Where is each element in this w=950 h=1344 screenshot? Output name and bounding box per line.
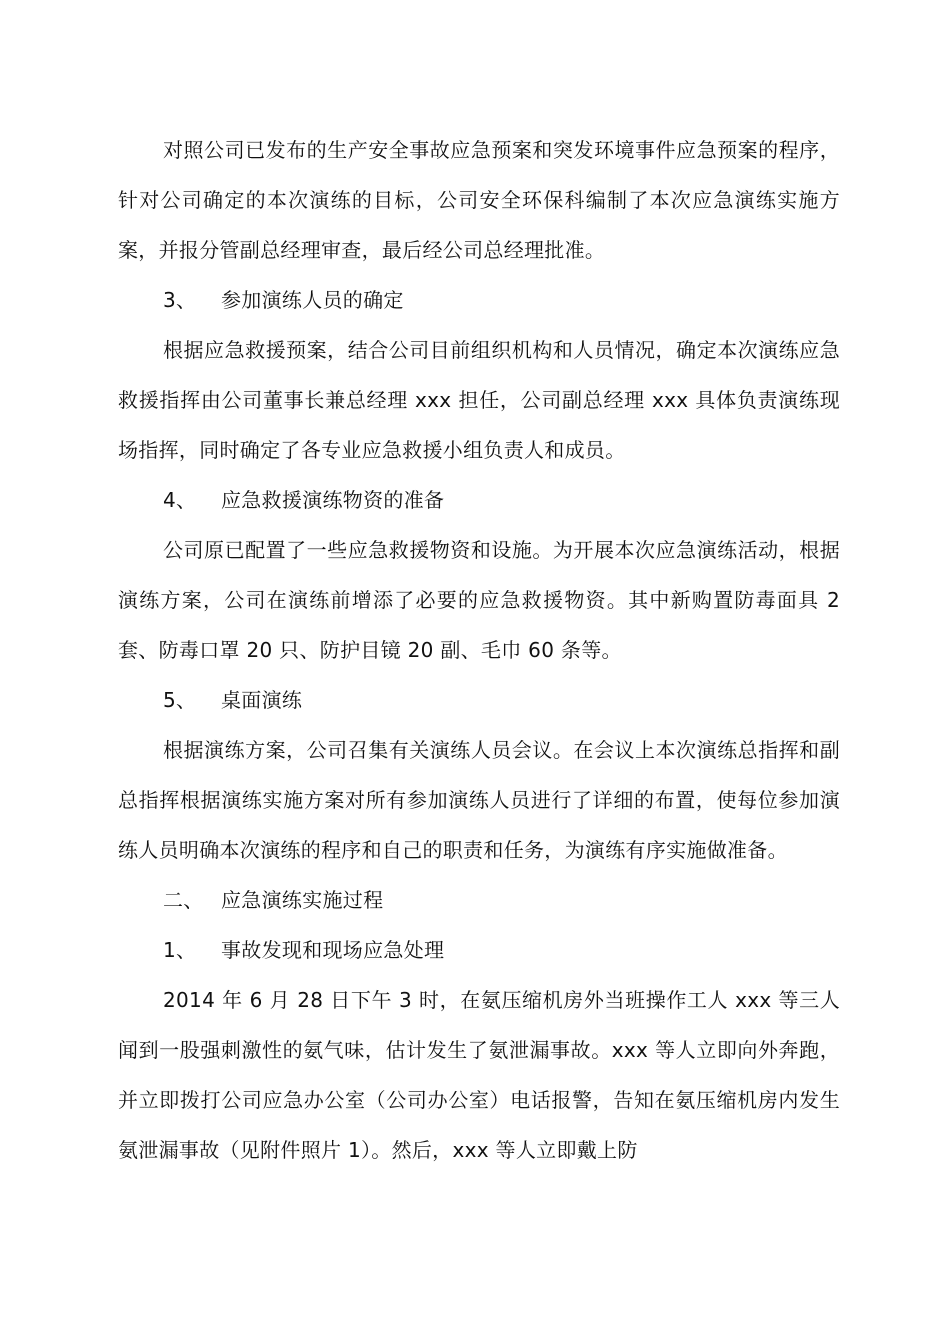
section-number: 3、: [163, 288, 197, 312]
section-title: 桌面演练: [221, 688, 303, 712]
section-title: 事故发现和现场应急处理: [221, 938, 445, 962]
paragraph-personnel: 根据应急救援预案，结合公司目前组织机构和人员情况，确定本次演练应急救援指挥由公司董事长兼总经理 xxx 担任，公司副总经理 xxx 具体负责演练现场指挥，同时确定了各专业应急救援小组负责人和成员。: [118, 338, 840, 462]
section-number: 二、: [163, 888, 204, 912]
section-title: 应急演练实施过程: [221, 888, 384, 912]
section-number: 4、: [163, 488, 197, 512]
paragraph-supplies: 公司原已配置了一些应急救援物资和设施。为开展本次应急演练活动，根据演练方案，公司在演练前增添了必要的应急救援物资。其中新购置防毒面具 2 套、防毒口罩 20 只、防护目镜 20 副、毛巾 60 条等。: [118, 538, 840, 662]
section-title: 参加演练人员的确定: [221, 288, 404, 312]
section-heading-3: [118, 275, 840, 325]
section-title: 应急救援演练物资的准备: [221, 488, 445, 512]
section-heading-4: [118, 475, 840, 525]
paragraph-plan-approval: 对照公司已发布的生产安全事故应急预案和突发环境事件应急预案的程序，针对公司确定的本次演练的目标，公司安全环保科编制了本次应急演练实施方案，并报分管副总经理审查，最后经公司总经理批准。: [118, 138, 840, 262]
section-heading-two: [118, 875, 840, 925]
paragraph-tabletop-drill: 根据演练方案，公司召集有关演练人员会议。在会议上本次演练总指挥和副总指挥根据演练实施方案对所有参加演练人员进行了详细的布置，使每位参加演练人员明确本次演练的程序和自己的职责和任务，为演练有序实施做准备。: [118, 738, 840, 862]
section-heading-1: [118, 925, 840, 975]
paragraph-incident: 2014 年 6 月 28 日下午 3 时，在氨压缩机房外当班操作工人 xxx 等三人闻到一股强刺激性的氨气味，估计发生了氨泄漏事故。xxx 等人立即向外奔跑，并立即拨打公司应急办公室（公司办公室）电话报警，告知在氨压缩机房内发生氨泄漏事故（见附件照片 1）。然后，xxx 等人立即戴上防: [118, 988, 840, 1162]
section-number: 5、: [163, 688, 197, 712]
document-page: [118, 125, 840, 1175]
section-heading-5: [118, 675, 840, 725]
section-number: 1、: [163, 938, 197, 962]
